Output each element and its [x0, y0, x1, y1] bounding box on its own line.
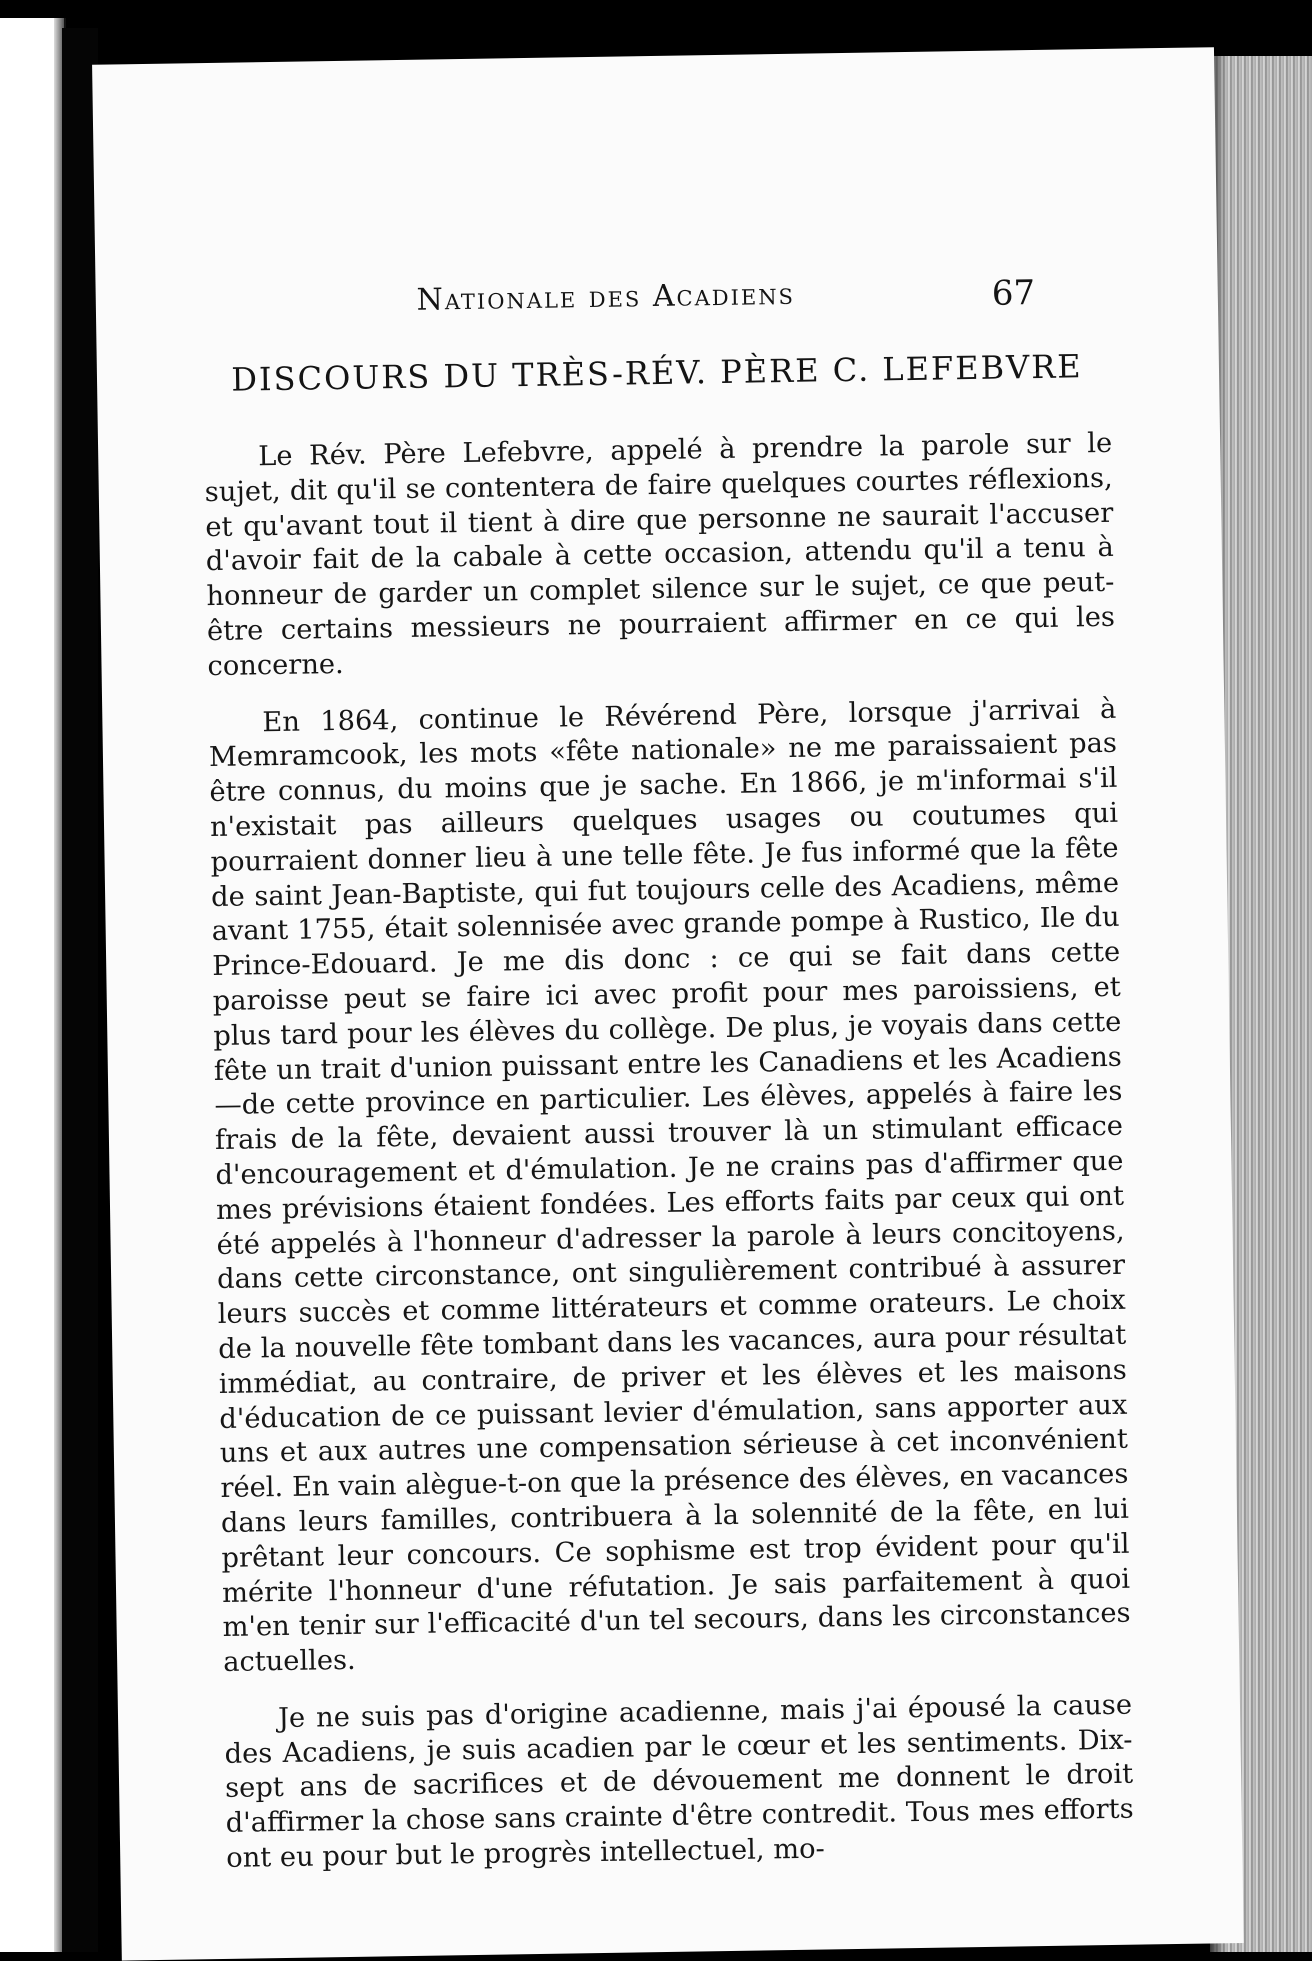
running-head: Nationale des Acadiens [416, 276, 796, 318]
paragraph: Je ne suis pas d'origine acadienne, mais j'ai épousé la cause des Acadiens, je suis acadien par le cœur et les sentiments. Dix-sept ans de sacrifices et de dévouement me donnent le droit d'affirmer la chose sans crainte d'être contredit. Tous mes efforts ont eu pour but le progrès intellectuel, mo- [224, 1689, 1134, 1875]
book-page [92, 47, 1244, 1960]
body-text [204, 427, 1134, 1877]
book-gutter [62, 28, 98, 1952]
paragraph: En 1864, continue le Révérend Père, lorsque j'arrivai à Memramcook, les mots «fête nationale» ne me paraissaient pas être connus, du moins que je sache. En 1866, je m'informai s'il n'existait pas ailleurs quelques usages ou coutumes qui pourraient donner lieu à une telle fête. Je fus informé que la fête de saint Jean-Baptiste, qui fut toujours celle des Acadiens, même avant 1755, était solennisée avec grande pompe à Rustico, Ile du Prince-Edouard. Je me dis donc : ce qui se fait dans cette paroisse peut se faire ici avec profit pour mes paroissiens, et plus tard pour les élèves du collège. De plus, je voyais dans cette fête un trait d'union puissant entre les Canadiens et les Acadiens—de cette province en particulier. Les élèves, appelés à faire les frais de la fête, devaient aussi trouver là un stimulant efficace d'encouragement et d'émulation. Je ne crains pas d'affirmer que mes prévisions étaient fondées. Les efforts faits par ceux qui ont été appelés à l'honneur d'adresser la parole à leurs concitoyens, dans cette circonstance, ont singulièrement contribué à assurer leurs succès et comme littérateurs et comme orateurs. Le choix de la nouvelle fête tombant dans les vacances, aura pour résultat immédiat, au contraire, de priver et les élèves et les maisons d'éducation de ce puissant levier d'émulation, sans apporter aux uns et aux autres une compensation sérieuse à cet inconvénient réel. En vain alègue-t-on que la présence des élèves, en vacances dans leurs familles, contribuera à la solennité de la fête, en lui prêtant leur concours. Ce sophisme est trop évident pour qu'il mérite l'honneur d'une réfutation. Je sais parfaitement à quoi m'en tenir sur l'efficacité d'un tel secours, dans les circonstances actuelles. [208, 693, 1131, 1679]
section-title: DISCOURS DU TRÈS-RÉV. PÈRE C. LEFEBVRE [231, 347, 1083, 399]
page-number: 67 [991, 273, 1036, 314]
paragraph: Le Rév. Père Lefebvre, appelé à prendre la parole sur le sujet, dit qu'il se contentera de faire quelques courtes réflexions, et qu'avant tout il tient à dire que personne ne saurait l'accuser d'avoir fait de la cabale à cette occasion, attendu qu'il a tenu à honneur de garder un complet silence sur le sujet, ce que peut-être certains messieurs ne pourraient affirmer en ce qui les concerne. [204, 427, 1116, 682]
